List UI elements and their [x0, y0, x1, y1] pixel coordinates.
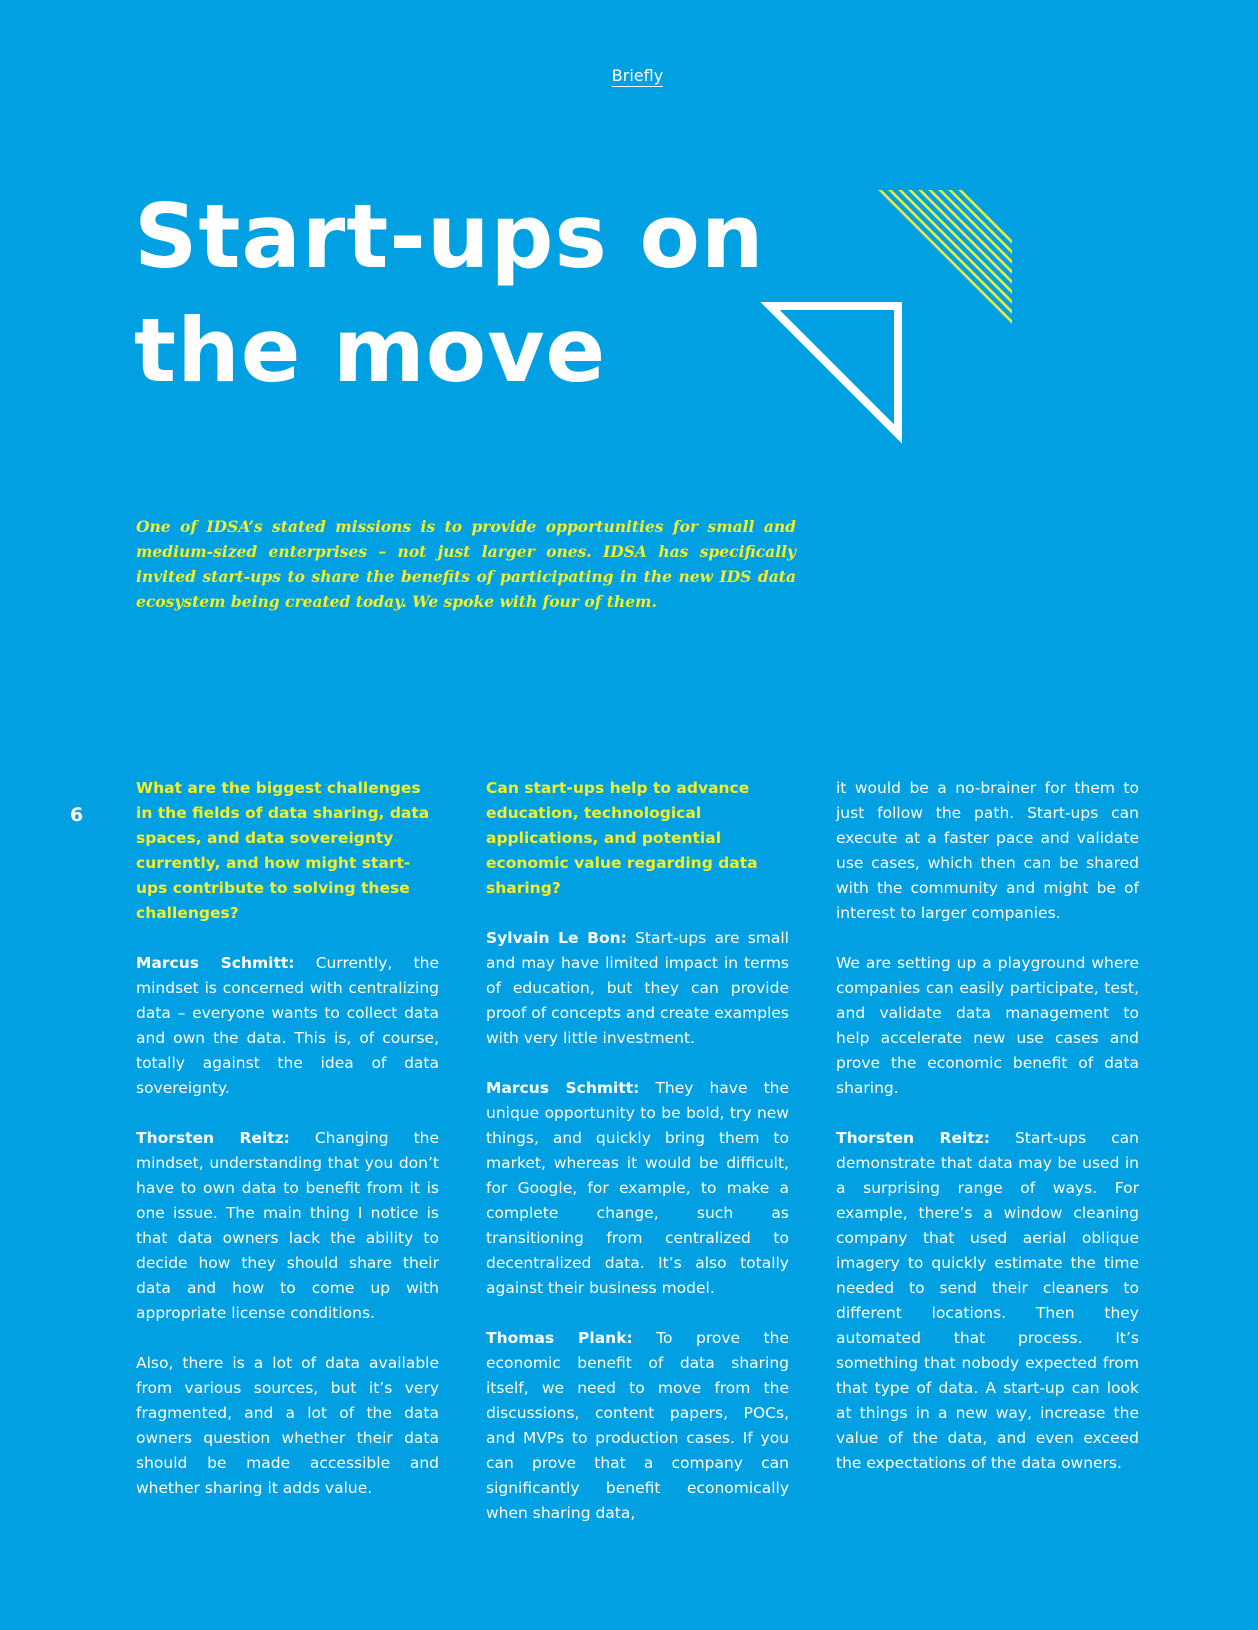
- title-line-2: the move: [134, 299, 607, 402]
- speaker-name: Sylvain Le Bon:: [486, 929, 627, 947]
- interview-question: What are the biggest challenges in the fields of data sharing, data spaces, and data sovereignty currently, and how might start-ups contribute to solving these challenges?: [136, 779, 430, 922]
- striped-triangle-icon: [840, 190, 1020, 370]
- speaker-name: Marcus Schmitt:: [486, 1079, 640, 1097]
- answer-text: Start-ups are small and may have limited impact in terms of education, but they can provide proof of concepts and create examples with very little investment.: [486, 929, 789, 1047]
- interview-answer: [836, 1126, 1139, 1476]
- article-title: [134, 180, 765, 408]
- interview-question: Can start-ups help to advance education, technological applications, and potential economic value regarding data sharing?: [486, 779, 758, 897]
- interview-answer: [836, 776, 1139, 926]
- answer-text: Start-ups can demonstrate that data may be used in a surprising range of ways. For example, there’s a window cleaning company that used aerial oblique imagery to quickly estimate the time needed to send their cleaners to different locations. Then they automated that process. It’s something that nobody expected from that type of data. A start-up can look at things in a new way, increase the value of the data, and even exceed the expectations of the data owners.: [836, 1129, 1139, 1472]
- interview-answer: [136, 951, 439, 1101]
- page-number: 6: [70, 804, 84, 826]
- interview-answer: [486, 1076, 789, 1301]
- interview-answer: [836, 951, 1139, 1101]
- answer-text: Currently, the mindset is concerned with centralizing data – everyone wants to collect data and own the data. This is, of course, totally against the idea of data sovereignty.: [136, 954, 439, 1097]
- interview-answer: [136, 1126, 439, 1326]
- section-label: [0, 66, 1258, 85]
- article-column-2: [486, 776, 789, 1551]
- answer-text: We are setting up a playground where companies can easily participate, test, and validate data management to help accelerate new use cases and prove the economic benefit of data sharing.: [836, 954, 1139, 1097]
- article-column-1: [136, 776, 439, 1526]
- section-label-text: Briefly: [611, 66, 664, 85]
- speaker-name: Thomas Plank:: [486, 1329, 633, 1347]
- answer-text: They have the unique opportunity to be bold, try new things, and quickly bring them to market, whereas it would be difficult, for Google, for example, to make a complete change, such as transitioning from centralized to decentralized data. It’s also totally against their business model.: [486, 1079, 790, 1297]
- speaker-name: Thorsten Reitz:: [136, 1129, 290, 1147]
- interview-answer: [136, 1351, 439, 1501]
- interview-answer: [486, 926, 789, 1051]
- outline-triangle-icon: [770, 306, 898, 434]
- answer-text: Also, there is a lot of data available from various sources, but it’s very fragmented, and a lot of the data owners question whether their data should be made accessible and whether sharing it adds value.: [136, 1354, 439, 1497]
- title-line-1: Start-ups on: [134, 185, 765, 288]
- speaker-name: Thorsten Reitz:: [836, 1129, 990, 1147]
- article-column-3: [836, 776, 1139, 1501]
- speaker-name: Marcus Schmitt:: [136, 954, 295, 972]
- triangles-decoration-icon: [760, 190, 1020, 450]
- answer-text: To prove the economic benefit of data sharing itself, we need to move from the discussions, content papers, POCs, and MVPs to production cases. If you can prove that a company can significantly benefit economically when sharing data,: [486, 1329, 789, 1522]
- answer-text: Changing the mindset, understanding that you don’t have to own data to benefit from it is one issue. The main thing I notice is that data owners lack the ability to decide how they should share their data and how to come up with appropriate license conditions.: [136, 1129, 439, 1322]
- answer-text: it would be a no-brainer for them to just follow the path. Start-ups can execute at a faster pace and validate use cases, which then can be shared with the community and might be of interest to larger companies.: [836, 779, 1139, 922]
- intro-lede: One of IDSA’s stated missions is to provide opportunities for small and medium-sized enterprises – not just larger ones. IDSA has specifically invited start-ups to share the benefits of participating in the new IDS data ecosystem being created today. We spoke with four of them.: [136, 517, 796, 611]
- interview-answer: [486, 1326, 789, 1526]
